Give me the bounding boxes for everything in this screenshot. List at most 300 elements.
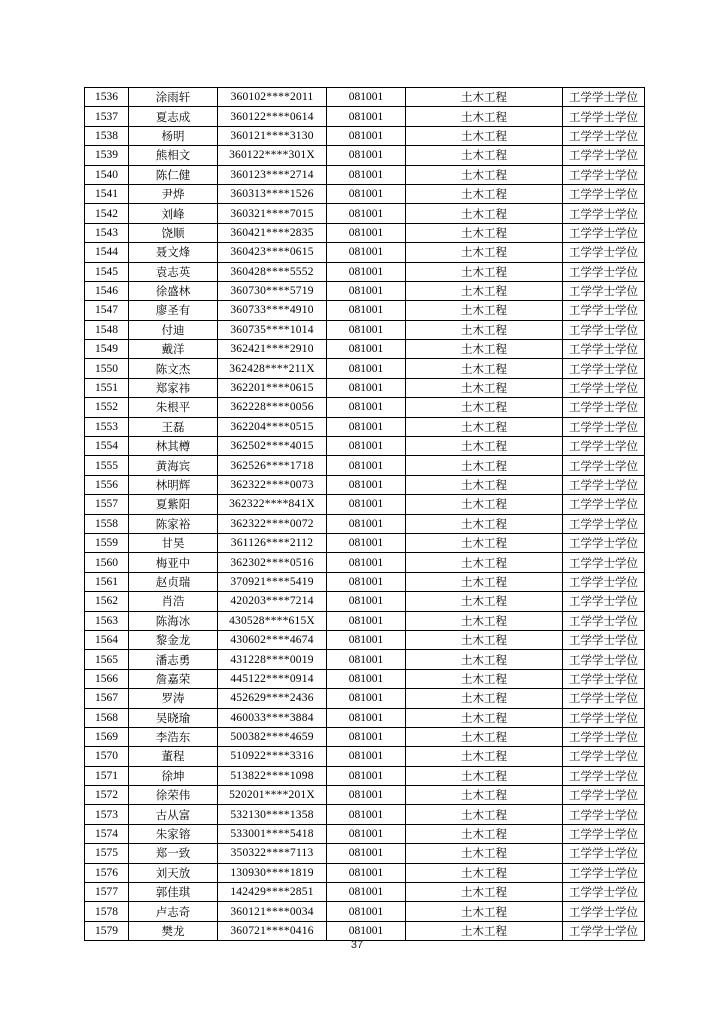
major-name: 土木工程: [406, 902, 563, 921]
major-name: 土木工程: [406, 863, 563, 882]
major-code: 081001: [327, 630, 406, 649]
degree-roster-table: [84, 87, 645, 941]
student-name: 古从富: [129, 805, 218, 824]
id-number: 533001****5418: [218, 824, 327, 843]
student-name: 肖浩: [129, 592, 218, 611]
degree-awarded: 工学学士学位: [563, 650, 645, 669]
student-name: 董程: [129, 747, 218, 766]
id-number: 430528****615X: [218, 611, 327, 630]
table-row: [85, 572, 645, 591]
major-name: 土木工程: [406, 495, 563, 514]
student-name: 樊龙: [129, 921, 218, 940]
id-number: 130930****1819: [218, 863, 327, 882]
id-number: 360730****5719: [218, 281, 327, 300]
id-number: 360122****301X: [218, 146, 327, 165]
table-row: [85, 727, 645, 746]
row-number: 1560: [85, 553, 129, 572]
student-name: 陈家裕: [129, 514, 218, 533]
degree-awarded: 工学学士学位: [563, 301, 645, 320]
table-row: [85, 223, 645, 242]
major-code: 081001: [327, 204, 406, 223]
major-name: 土木工程: [406, 475, 563, 494]
id-number: 360733****4910: [218, 301, 327, 320]
table-row: [85, 243, 645, 262]
major-code: 081001: [327, 146, 406, 165]
row-number: 1536: [85, 88, 129, 107]
table-row: [85, 630, 645, 649]
table-row: [85, 204, 645, 223]
degree-awarded: 工学学士学位: [563, 495, 645, 514]
degree-awarded: 工学学士学位: [563, 747, 645, 766]
student-name: 杨明: [129, 126, 218, 145]
row-number: 1569: [85, 727, 129, 746]
row-number: 1567: [85, 689, 129, 708]
major-code: 081001: [327, 533, 406, 552]
major-code: 081001: [327, 495, 406, 514]
row-number: 1555: [85, 456, 129, 475]
major-name: 土木工程: [406, 378, 563, 397]
id-number: 445122****0914: [218, 669, 327, 688]
row-number: 1538: [85, 126, 129, 145]
id-number: 360321****7015: [218, 204, 327, 223]
id-number: 370921****5419: [218, 572, 327, 591]
student-name: 赵贞瑞: [129, 572, 218, 591]
table-row: [85, 863, 645, 882]
row-number: 1579: [85, 921, 129, 940]
table-row: [85, 766, 645, 785]
id-number: 532130****1358: [218, 805, 327, 824]
table-row: [85, 921, 645, 940]
major-name: 土木工程: [406, 572, 563, 591]
id-number: 362421****2910: [218, 340, 327, 359]
row-number: 1540: [85, 165, 129, 184]
degree-awarded: 工学学士学位: [563, 766, 645, 785]
table-row: [85, 708, 645, 727]
table-row: [85, 340, 645, 359]
major-name: 土木工程: [406, 223, 563, 242]
major-name: 土木工程: [406, 514, 563, 533]
degree-awarded: 工学学士学位: [563, 844, 645, 863]
student-name: 郭佳琪: [129, 883, 218, 902]
row-number: 1551: [85, 378, 129, 397]
id-number: 430602****4674: [218, 630, 327, 649]
degree-awarded: 工学学士学位: [563, 902, 645, 921]
major-name: 土木工程: [406, 921, 563, 940]
student-name: 罗涛: [129, 689, 218, 708]
row-number: 1565: [85, 650, 129, 669]
major-code: 081001: [327, 727, 406, 746]
major-code: 081001: [327, 921, 406, 940]
student-name: 潘志勇: [129, 650, 218, 669]
degree-awarded: 工学学士学位: [563, 340, 645, 359]
row-number: 1554: [85, 437, 129, 456]
degree-awarded: 工学学士学位: [563, 786, 645, 805]
major-code: 081001: [327, 340, 406, 359]
id-number: 362201****0615: [218, 378, 327, 397]
major-code: 081001: [327, 456, 406, 475]
major-name: 土木工程: [406, 611, 563, 630]
table-row: [85, 456, 645, 475]
major-code: 081001: [327, 359, 406, 378]
student-name: 廖圣有: [129, 301, 218, 320]
row-number: 1549: [85, 340, 129, 359]
row-number: 1547: [85, 301, 129, 320]
row-number: 1561: [85, 572, 129, 591]
student-name: 黎金龙: [129, 630, 218, 649]
student-name: 陈文杰: [129, 359, 218, 378]
major-name: 土木工程: [406, 824, 563, 843]
student-name: 聂文烽: [129, 243, 218, 262]
degree-awarded: 工学学士学位: [563, 669, 645, 688]
table-row: [85, 533, 645, 552]
table-row: [85, 146, 645, 165]
student-name: 黄海宾: [129, 456, 218, 475]
id-number: 362526****1718: [218, 456, 327, 475]
degree-awarded: 工学学士学位: [563, 398, 645, 417]
row-number: 1544: [85, 243, 129, 262]
row-number: 1578: [85, 902, 129, 921]
major-name: 土木工程: [406, 844, 563, 863]
id-number: 513822****1098: [218, 766, 327, 785]
id-number: 360421****2835: [218, 223, 327, 242]
row-number: 1572: [85, 786, 129, 805]
student-name: 梅亚中: [129, 553, 218, 572]
student-name: 李浩东: [129, 727, 218, 746]
major-name: 土木工程: [406, 630, 563, 649]
row-number: 1543: [85, 223, 129, 242]
row-number: 1550: [85, 359, 129, 378]
table-row: [85, 495, 645, 514]
table-row: [85, 611, 645, 630]
id-number: 350322****7113: [218, 844, 327, 863]
id-number: 520201****201X: [218, 786, 327, 805]
student-name: 刘峰: [129, 204, 218, 223]
degree-awarded: 工学学士学位: [563, 863, 645, 882]
id-number: 361126****2112: [218, 533, 327, 552]
table-row: [85, 514, 645, 533]
major-name: 土木工程: [406, 398, 563, 417]
student-name: 徐盛林: [129, 281, 218, 300]
id-number: 360721****0416: [218, 921, 327, 940]
row-number: 1566: [85, 669, 129, 688]
table-row: [85, 824, 645, 843]
major-name: 土木工程: [406, 805, 563, 824]
degree-awarded: 工学学士学位: [563, 184, 645, 203]
id-number: 360735****1014: [218, 320, 327, 339]
major-code: 081001: [327, 398, 406, 417]
major-name: 土木工程: [406, 456, 563, 475]
degree-awarded: 工学学士学位: [563, 165, 645, 184]
row-number: 1563: [85, 611, 129, 630]
id-number: 360122****0614: [218, 107, 327, 126]
degree-awarded: 工学学士学位: [563, 689, 645, 708]
row-number: 1573: [85, 805, 129, 824]
row-number: 1541: [85, 184, 129, 203]
degree-awarded: 工学学士学位: [563, 456, 645, 475]
major-code: 081001: [327, 417, 406, 436]
id-number: 460033****3884: [218, 708, 327, 727]
degree-awarded: 工学学士学位: [563, 320, 645, 339]
major-code: 081001: [327, 514, 406, 533]
id-number: 360423****0615: [218, 243, 327, 262]
major-code: 081001: [327, 301, 406, 320]
major-code: 081001: [327, 223, 406, 242]
table-row: [85, 689, 645, 708]
student-name: 郑一致: [129, 844, 218, 863]
id-number: 362322****0073: [218, 475, 327, 494]
major-code: 081001: [327, 766, 406, 785]
table-row: [85, 301, 645, 320]
table-row: [85, 262, 645, 281]
student-name: 刘天放: [129, 863, 218, 882]
major-name: 土木工程: [406, 669, 563, 688]
major-code: 081001: [327, 320, 406, 339]
major-name: 土木工程: [406, 243, 563, 262]
major-name: 土木工程: [406, 417, 563, 436]
row-number: 1539: [85, 146, 129, 165]
major-code: 081001: [327, 650, 406, 669]
major-name: 土木工程: [406, 359, 563, 378]
student-name: 熊相文: [129, 146, 218, 165]
major-code: 081001: [327, 747, 406, 766]
major-code: 081001: [327, 475, 406, 494]
degree-awarded: 工学学士学位: [563, 417, 645, 436]
major-code: 081001: [327, 437, 406, 456]
degree-awarded: 工学学士学位: [563, 88, 645, 107]
major-name: 土木工程: [406, 184, 563, 203]
major-name: 土木工程: [406, 533, 563, 552]
row-number: 1559: [85, 533, 129, 552]
degree-awarded: 工学学士学位: [563, 824, 645, 843]
table-row: [85, 902, 645, 921]
degree-awarded: 工学学士学位: [563, 475, 645, 494]
student-name: 徐荣伟: [129, 786, 218, 805]
major-name: 土木工程: [406, 281, 563, 300]
row-number: 1537: [85, 107, 129, 126]
table-row: [85, 650, 645, 669]
major-name: 土木工程: [406, 146, 563, 165]
student-name: 涂雨轩: [129, 88, 218, 107]
student-name: 林其樽: [129, 437, 218, 456]
major-code: 081001: [327, 281, 406, 300]
table-row: [85, 883, 645, 902]
degree-awarded: 工学学士学位: [563, 437, 645, 456]
id-number: 360428****5552: [218, 262, 327, 281]
major-code: 081001: [327, 805, 406, 824]
major-name: 土木工程: [406, 340, 563, 359]
student-name: 饶顺: [129, 223, 218, 242]
degree-awarded: 工学学士学位: [563, 883, 645, 902]
student-name: 朱根平: [129, 398, 218, 417]
id-number: 510922****3316: [218, 747, 327, 766]
major-name: 土木工程: [406, 262, 563, 281]
student-name: 吴晓瑜: [129, 708, 218, 727]
major-name: 土木工程: [406, 437, 563, 456]
degree-awarded: 工学学士学位: [563, 223, 645, 242]
row-number: 1577: [85, 883, 129, 902]
major-code: 081001: [327, 126, 406, 145]
major-code: 081001: [327, 165, 406, 184]
student-name: 卢志奇: [129, 902, 218, 921]
id-number: 142429****2851: [218, 883, 327, 902]
major-code: 081001: [327, 708, 406, 727]
id-number: 362502****4015: [218, 437, 327, 456]
major-name: 土木工程: [406, 553, 563, 572]
row-number: 1562: [85, 592, 129, 611]
table-row: [85, 126, 645, 145]
student-name: 郑家祎: [129, 378, 218, 397]
row-number: 1571: [85, 766, 129, 785]
table-row: [85, 398, 645, 417]
major-name: 土木工程: [406, 126, 563, 145]
student-name: 詹嘉荣: [129, 669, 218, 688]
major-name: 土木工程: [406, 88, 563, 107]
student-name: 戴洋: [129, 340, 218, 359]
id-number: 360102****2011: [218, 88, 327, 107]
row-number: 1576: [85, 863, 129, 882]
id-number: 360121****3130: [218, 126, 327, 145]
student-name: 夏紫阳: [129, 495, 218, 514]
student-name: 林明辉: [129, 475, 218, 494]
major-code: 081001: [327, 883, 406, 902]
id-number: 420203****7214: [218, 592, 327, 611]
major-name: 土木工程: [406, 689, 563, 708]
id-number: 360123****2714: [218, 165, 327, 184]
degree-awarded: 工学学士学位: [563, 359, 645, 378]
student-name: 陈仁健: [129, 165, 218, 184]
student-name: 袁志英: [129, 262, 218, 281]
degree-awarded: 工学学士学位: [563, 708, 645, 727]
row-number: 1556: [85, 475, 129, 494]
id-number: 362302****0516: [218, 553, 327, 572]
student-name: 王磊: [129, 417, 218, 436]
degree-awarded: 工学学士学位: [563, 243, 645, 262]
student-name: 甘昊: [129, 533, 218, 552]
table-row: [85, 281, 645, 300]
major-name: 土木工程: [406, 650, 563, 669]
student-name: 付迪: [129, 320, 218, 339]
table-row: [85, 669, 645, 688]
id-number: 362322****841X: [218, 495, 327, 514]
table-row: [85, 184, 645, 203]
major-code: 081001: [327, 262, 406, 281]
table-row: [85, 747, 645, 766]
major-name: 土木工程: [406, 766, 563, 785]
major-code: 081001: [327, 553, 406, 572]
major-code: 081001: [327, 824, 406, 843]
major-code: 081001: [327, 902, 406, 921]
id-number: 360313****1526: [218, 184, 327, 203]
degree-awarded: 工学学士学位: [563, 514, 645, 533]
student-name: 夏志成: [129, 107, 218, 126]
table-row: [85, 805, 645, 824]
major-name: 土木工程: [406, 301, 563, 320]
major-name: 土木工程: [406, 708, 563, 727]
table-row: [85, 378, 645, 397]
table-row: [85, 437, 645, 456]
id-number: 452629****2436: [218, 689, 327, 708]
row-number: 1568: [85, 708, 129, 727]
table-row: [85, 844, 645, 863]
student-name: 陈海冰: [129, 611, 218, 630]
major-code: 081001: [327, 592, 406, 611]
row-number: 1564: [85, 630, 129, 649]
id-number: 360121****0034: [218, 902, 327, 921]
major-code: 081001: [327, 611, 406, 630]
degree-awarded: 工学学士学位: [563, 553, 645, 572]
table-row: [85, 475, 645, 494]
table-row: [85, 592, 645, 611]
major-name: 土木工程: [406, 786, 563, 805]
table-row: [85, 359, 645, 378]
degree-awarded: 工学学士学位: [563, 630, 645, 649]
degree-awarded: 工学学士学位: [563, 126, 645, 145]
student-name: 尹烨: [129, 184, 218, 203]
degree-awarded: 工学学士学位: [563, 611, 645, 630]
degree-awarded: 工学学士学位: [563, 146, 645, 165]
degree-awarded: 工学学士学位: [563, 281, 645, 300]
table-row: [85, 88, 645, 107]
major-code: 081001: [327, 184, 406, 203]
table-row: [85, 417, 645, 436]
table-row: [85, 320, 645, 339]
major-name: 土木工程: [406, 107, 563, 126]
major-code: 081001: [327, 378, 406, 397]
student-name: 朱家镕: [129, 824, 218, 843]
row-number: 1575: [85, 844, 129, 863]
major-name: 土木工程: [406, 727, 563, 746]
major-name: 土木工程: [406, 592, 563, 611]
row-number: 1552: [85, 398, 129, 417]
table-row: [85, 165, 645, 184]
row-number: 1558: [85, 514, 129, 533]
degree-awarded: 工学学士学位: [563, 262, 645, 281]
table-row: [85, 786, 645, 805]
table-row: [85, 553, 645, 572]
row-number: 1574: [85, 824, 129, 843]
major-code: 081001: [327, 863, 406, 882]
degree-awarded: 工学学士学位: [563, 572, 645, 591]
major-name: 土木工程: [406, 320, 563, 339]
id-number: 362428****211X: [218, 359, 327, 378]
row-number: 1557: [85, 495, 129, 514]
degree-awarded: 工学学士学位: [563, 805, 645, 824]
degree-awarded: 工学学士学位: [563, 727, 645, 746]
row-number: 1545: [85, 262, 129, 281]
major-name: 土木工程: [406, 747, 563, 766]
major-code: 081001: [327, 107, 406, 126]
id-number: 362228****0056: [218, 398, 327, 417]
major-code: 081001: [327, 669, 406, 688]
major-code: 081001: [327, 689, 406, 708]
row-number: 1542: [85, 204, 129, 223]
degree-awarded: 工学学士学位: [563, 204, 645, 223]
major-name: 土木工程: [406, 204, 563, 223]
major-code: 081001: [327, 88, 406, 107]
id-number: 431228****0019: [218, 650, 327, 669]
degree-awarded: 工学学士学位: [563, 107, 645, 126]
row-number: 1548: [85, 320, 129, 339]
roster-body: [85, 88, 645, 941]
major-code: 081001: [327, 243, 406, 262]
degree-roster-sheet: [84, 87, 644, 941]
degree-awarded: 工学学士学位: [563, 592, 645, 611]
degree-awarded: 工学学士学位: [563, 378, 645, 397]
major-code: 081001: [327, 572, 406, 591]
row-number: 1546: [85, 281, 129, 300]
student-name: 徐坤: [129, 766, 218, 785]
table-row: [85, 107, 645, 126]
